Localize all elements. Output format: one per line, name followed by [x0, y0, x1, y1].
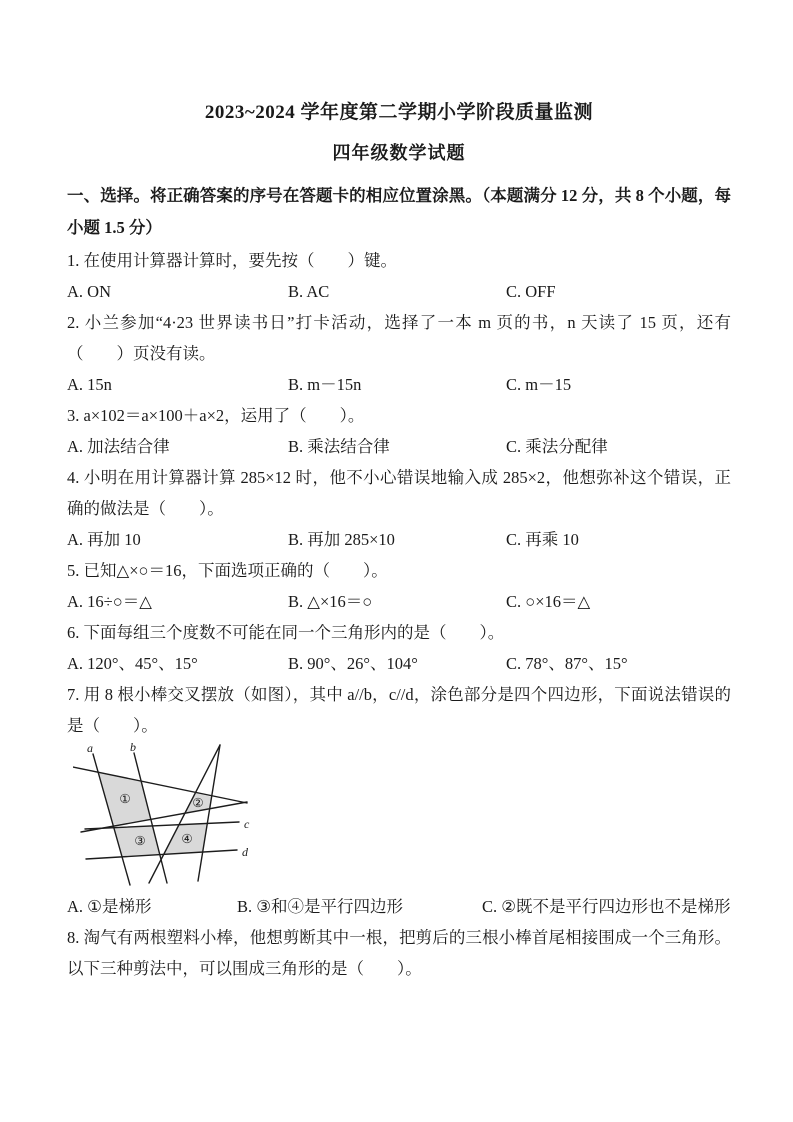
page-title: 2023~2024 学年度第二学期小学阶段质量监测 — [204, 102, 594, 123]
question-2-options — [67, 369, 731, 400]
label-region-4: ④ — [181, 831, 193, 846]
question-6-option-a: A. 120°、45°、15° — [67, 654, 198, 673]
question-3-option-c: C. 乘法分配律 — [506, 437, 608, 456]
question-5-option-c: C. ○×16＝△ — [506, 592, 591, 611]
question-5-options — [67, 586, 731, 617]
label-line-b: b — [130, 741, 136, 754]
stick-c — [85, 822, 239, 829]
question-5-option-a: A. 16÷○＝△ — [67, 592, 152, 611]
question-7-option-a: A. ①是梯形 — [67, 897, 152, 916]
question-7-figure — [73, 741, 731, 891]
question-3-options — [67, 431, 731, 462]
question-6-option-c: C. 78°、87°、15° — [506, 654, 628, 673]
question-5-option-b: B. △×16＝○ — [288, 592, 373, 611]
question-3-option-b: B. 乘法结合律 — [288, 437, 390, 456]
label-line-d: d — [242, 845, 248, 859]
section-1-header: 一、选择。将正确答案的序号在答题卡的相应位置涂黑。（本题满分 12 分，共 8 个小题，每小题 1.5 分） — [67, 186, 732, 237]
question-6-text: 6. 下面每组三个度数不可能在同一个三角形内的是（ ）。 — [67, 623, 505, 642]
question-6-options — [67, 648, 731, 679]
stick-top-diagonal — [73, 767, 247, 803]
question-8-text: 8. 淘气有两根塑料小棒，他想剪断其中一根，把剪后的三根小棒首尾相接围成一个三角形。以下三种剪法中，可以围成三角形的是（ ）。 — [67, 928, 731, 978]
question-5-text: 5. 已知△×○＝16，下面选项正确的（ ）。 — [67, 561, 388, 580]
question-3-option-a: A. 加法结合律 — [67, 437, 170, 456]
question-1-text: 1. 在使用计算器计算时，要先按（ ）键。 — [67, 251, 397, 270]
question-2-option-b: B. m－15n — [288, 375, 362, 394]
question-4-option-c: C. 再乘 10 — [506, 530, 579, 549]
question-7-text: 7. 用 8 根小棒交叉摆放（如图），其中 a//b，c//d，涂色部分是四个四边形，下面说法错误的是（ ）。 — [67, 685, 731, 735]
label-region-1: ① — [119, 791, 131, 806]
label-line-a: a — [87, 741, 93, 755]
question-1-option-a: A. ON — [67, 282, 111, 301]
question-1-option-c: C. OFF — [506, 282, 556, 301]
question-2-text: 2. 小兰参加“4·23 世界读书日”打卡活动，选择了一本 m 页的书，n 天读了 15 页，还有（ ）页没有读。 — [67, 313, 731, 363]
label-region-3: ③ — [134, 833, 146, 848]
sticks-diagram — [73, 741, 258, 891]
question-6-option-b: B. 90°、26°、104° — [288, 654, 418, 673]
question-2-option-a: A. 15n — [67, 375, 112, 394]
question-2-option-c: C. m－15 — [506, 375, 572, 394]
question-4-text: 4. 小明在用计算器计算 285×12 时，他不小心错误地输入成 285×2，他想弥补这个错误，正确的做法是（ ）。 — [67, 468, 731, 518]
question-7-option-b: B. ③和④是平行四边形 — [237, 897, 404, 916]
question-3-text: 3. a×102＝a×100＋a×2，运用了（ ）。 — [67, 406, 365, 425]
question-7-options — [67, 891, 731, 922]
question-4-option-a: A. 再加 10 — [67, 530, 141, 549]
question-1-options — [67, 276, 731, 307]
label-region-2: ② — [192, 795, 204, 810]
question-4-options — [67, 524, 731, 555]
label-line-c: c — [244, 817, 250, 831]
question-4-option-b: B. 再加 285×10 — [288, 530, 395, 549]
page-subtitle: 四年级数学试题 — [332, 143, 466, 163]
question-1-option-b: B. AC — [288, 282, 330, 301]
question-7-option-c: C. ②既不是平行四边形也不是梯形 — [482, 897, 731, 916]
